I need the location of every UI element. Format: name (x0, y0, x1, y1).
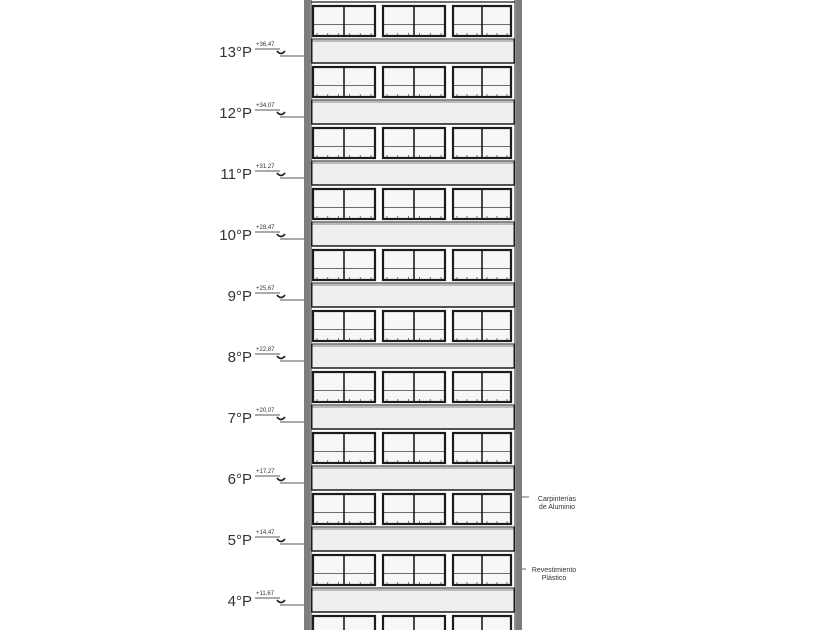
floor-label: 13°P (219, 44, 252, 61)
level-symbol (277, 295, 285, 298)
cladding-panel (312, 344, 514, 368)
cladding-panel (312, 100, 514, 124)
floor-elevation: +36,47 (256, 42, 275, 48)
right-wall (516, 0, 522, 630)
floor-elevation: +22,87 (256, 347, 275, 353)
cladding-panel (312, 466, 514, 490)
floor-level-marker (219, 42, 304, 61)
floor-label: 5°P (227, 532, 252, 549)
floor-level-marker (220, 164, 304, 183)
floor-level-marker (228, 591, 304, 610)
floor-label: 11°P (220, 166, 252, 183)
level-symbol (277, 51, 285, 54)
floor-level-markers (219, 42, 304, 610)
floor-elevation: +28,47 (256, 225, 275, 231)
level-symbol (277, 112, 285, 115)
floor-label: 12°P (219, 105, 252, 122)
material-annotation (522, 567, 576, 582)
annotation-line-2: Plástico (541, 575, 567, 582)
floor-label: 4°P (227, 593, 252, 610)
floor-elevation: +31,27 (256, 164, 275, 170)
cladding-panel (312, 283, 514, 307)
level-symbol (277, 417, 285, 420)
left-wall (304, 0, 310, 630)
cladding-panel (312, 405, 514, 429)
floor-level-marker (228, 530, 304, 549)
level-symbol (277, 234, 285, 237)
cladding-panel (312, 39, 514, 63)
floor-elevation: +20,07 (256, 408, 275, 414)
floor-level-marker (219, 103, 304, 122)
cladding-panel (312, 222, 514, 246)
floor-label: 6°P (227, 471, 252, 488)
level-symbol (277, 356, 285, 359)
cladding-panel (312, 527, 514, 551)
level-symbol (277, 600, 285, 603)
floor-elevation: +34,07 (256, 103, 275, 109)
floor-elevation: +17,27 (256, 469, 275, 475)
level-symbol (277, 173, 285, 176)
floor-level-marker (228, 469, 304, 488)
annotation-line-1: Carpinterías (537, 496, 577, 503)
floor-elevation: +25,67 (256, 286, 275, 292)
floor-label: 10°P (219, 227, 252, 244)
cladding-panel (312, 161, 514, 185)
annotation-line-1: Revestimiento (531, 567, 577, 574)
cladding-panel (312, 588, 514, 612)
floor-elevation: +11,67 (256, 591, 275, 597)
floor-level-marker (228, 286, 304, 305)
floor-level-marker (228, 347, 304, 366)
floor-label: 7°P (227, 410, 252, 427)
floor-label: 9°P (227, 288, 252, 305)
material-annotation (522, 496, 577, 511)
level-symbol (277, 539, 285, 542)
floor-level-marker (228, 408, 304, 427)
floor-label: 8°P (227, 349, 252, 366)
floor-elevation: +14,47 (256, 530, 275, 536)
level-symbol (277, 478, 285, 481)
annotation-line-2: de Aluminio (538, 504, 576, 511)
floor-level-marker (219, 225, 304, 244)
material-annotations (522, 496, 577, 582)
